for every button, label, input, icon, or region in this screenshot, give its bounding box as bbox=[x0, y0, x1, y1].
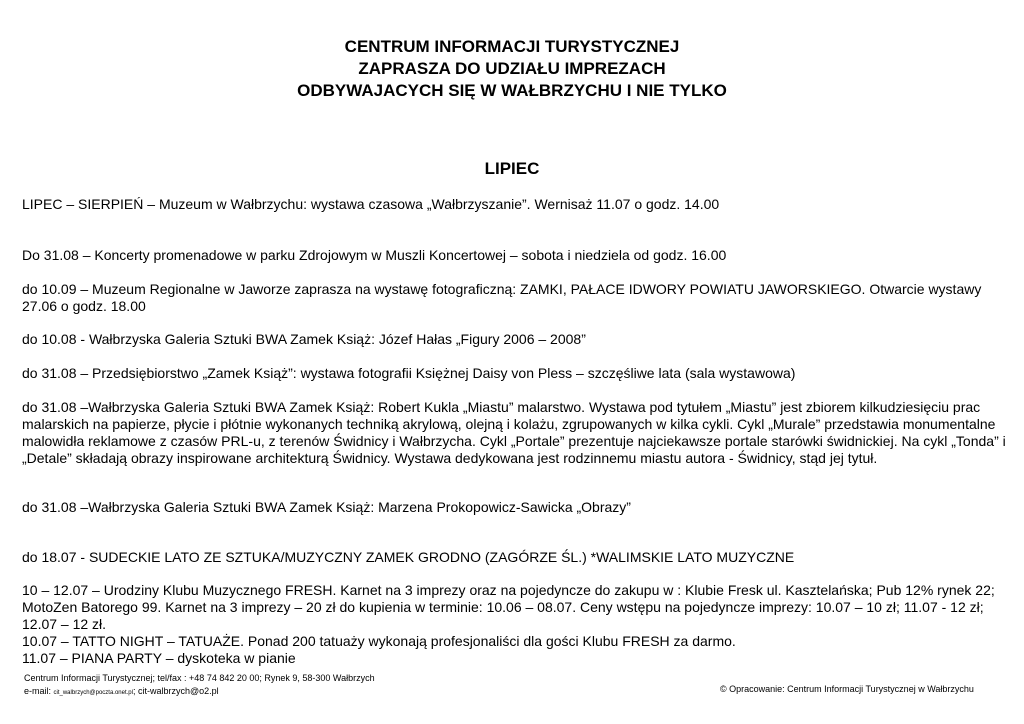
header-line-1: CENTRUM INFORMACJI TURYSTYCZNEJ bbox=[344, 37, 680, 56]
event-entry-1: LIPEC – SIERPIEŃ – Muzeum w Wałbrzychu: wystawa czasowa „Wałbrzyszanie”. Wernisaż 11.07 o godz. 14.00 bbox=[22, 196, 720, 212]
footer-email-label: e-mail: bbox=[24, 686, 54, 696]
event-entry-9: 10 – 12.07 – Urodziny Klubu Muzycznego FRESH. Karnet na 3 imprezy oraz na pojedyncze do zakupu w : Klubie Fresk ul. Kasztelańska; Pub 12% rynek 22; MotoZen Batorego 99. Karnet na 3 imprezy – 20 zł do kupienia w terminie: 10.06 – 08.07. Ceny wstępu na pojedyncze imprezy: 10.07 – 10 zł; 11.07 - 12 zł; 12.07 – 12 zł. bbox=[22, 582, 995, 632]
footer-email-separator: ; bbox=[132, 686, 138, 696]
footer-contact-line: Centrum Informacji Turystycznej; tel/fax : +48 74 842 20 00; Rynek 9, 58-300 Wałbrzych bbox=[24, 673, 375, 683]
event-entry-10: 10.07 – TATTO NIGHT – TATUAŻE. Ponad 200 tatuaży wykonają profesjonaliści dla gości Klubu FRESH za darmo. bbox=[22, 633, 736, 649]
header-line-2: ZAPRASZA DO UDZIAŁU IMPREZACH bbox=[358, 59, 666, 78]
event-entry-3: do 10.09 – Muzeum Regionalne w Jaworze zaprasza na wystawę fotograficzną: ZAMKI, PAŁACE IDWORY POWIATU JAWORSKIEGO. Otwarcie wystawy 27.06 o godz. 18.00 bbox=[22, 281, 982, 314]
event-entry-7: do 31.08 –Wałbrzyska Galeria Sztuki BWA Zamek Książ: Marzena Prokopowicz-Sawicka „Obrazy” bbox=[22, 499, 631, 515]
footer-email-link[interactable]: cit-walbrzych@o2.pl bbox=[138, 686, 219, 696]
event-entry-4: do 10.08 - Wałbrzyska Galeria Sztuki BWA Zamek Książ: Józef Hałas „Figury 2006 – 2008” bbox=[22, 331, 586, 347]
document-header bbox=[0, 36, 1024, 102]
footer-copyright: © Opracowanie: Centrum Informacji Turystycznej w Wałbrzychu bbox=[720, 684, 974, 694]
header-line-3: ODBYWAJACYCH SIĘ W WAŁBRZYCHU I NIE TYLKO bbox=[297, 81, 727, 100]
event-entry-5: do 31.08 – Przedsiębiorstwo „Zamek Książ”: wystawa fotografii Księżnej Daisy von Pless – szczęśliwe lata (sala wystawowa) bbox=[22, 365, 796, 381]
event-entry-6: do 31.08 –Wałbrzyska Galeria Sztuki BWA Zamek Książ: Robert Kukla „Miastu” malarstwo. Wystawa pod tytułem „Miastu” jest zbiorem kilkudziesięciu prac malarskich na papierze, płycie i płótnie wykonanych techniką akrylową, olejną i kolażu, zgrupowanych w kilka cykli. Cykl „Murale” przedstawia monumentalne malowidła reklamowe z czasów PRL-u, z terenów Świdnicy i Wałbrzycha. Cykl „Portale” prezentuje najciekawsze portale starówki świdnickiej. Na cykl „Tonda” i „Detale” składają obrazy inspirowane architekturą Świdnicy. Wystawa dedykowana jest rodzinnemu miastu autora - Świdnicy, stąd jej tytuł. bbox=[22, 399, 1006, 466]
footer-email-line bbox=[24, 685, 375, 700]
event-entry-2: Do 31.08 – Koncerty promenadowe w parku Zdrojowym w Muszli Koncertowej – sobota i niedziela od godz. 16.00 bbox=[22, 247, 727, 263]
month-heading: LIPIEC bbox=[484, 159, 540, 178]
event-entry-11: 11.07 – PIANA PARTY – dyskoteka w pianie bbox=[22, 650, 296, 666]
footer-contact bbox=[24, 672, 375, 700]
footer-email-small-link[interactable]: cit_walbrzych@poczta.onet.pl bbox=[53, 690, 133, 696]
event-entry-8: do 18.07 - SUDECKIE LATO ZE SZTUKA/MUZYCZNY ZAMEK GRODNO (ZAGÓRZE ŚL.) *WALIMSKIE LATO MUZYCZNE bbox=[22, 549, 795, 565]
